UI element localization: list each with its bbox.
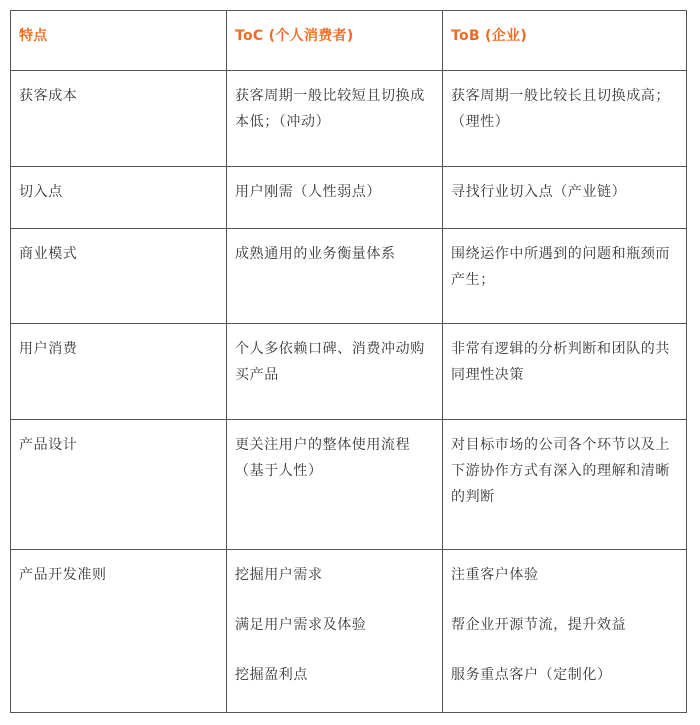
tob-cell: 获客周期一般比较长且切换成高；（理性）	[443, 71, 687, 167]
toc-cell: 成熟通用的业务衡量体系	[227, 229, 443, 324]
header-tob: ToB (企业)	[443, 11, 687, 71]
row-feature-cell: 用户消费	[11, 324, 227, 420]
tob-cell: 非常有逻辑的分析判断和团队的共同理性决策	[443, 324, 687, 420]
toc-cell: 个人多依赖口碑、消费冲动购买产品	[227, 324, 443, 420]
table-row	[11, 550, 687, 713]
toc-cell: 获客周期一般比较短且切换成本低；（冲动）	[227, 71, 443, 167]
header-feature: 特点	[11, 11, 227, 71]
tob-principle-item: 服务重点客户（定制化）	[451, 667, 612, 683]
table-row	[11, 420, 687, 550]
toc-cell: 更关注用户的整体使用流程（基于人性）	[227, 420, 443, 550]
row-feature-cell: 获客成本	[11, 71, 227, 167]
row-feature-cell: 商业模式	[11, 229, 227, 324]
tob-cell: 围绕运作中所遇到的问题和瓶颈而产生；	[443, 229, 687, 324]
tob-principle-item: 帮企业开源节流，提升效益	[451, 617, 627, 633]
table-row	[11, 71, 687, 167]
row-feature-cell: 切入点	[11, 167, 227, 229]
toc-cell: 用户刚需（人性弱点）	[227, 167, 443, 229]
tob-principle-item: 注重客户体验	[451, 567, 539, 583]
table-header-row	[11, 11, 687, 71]
tob-cell: 对目标市场的公司各个环节以及上下游协作方式有深入的理解和清晰的判断	[443, 420, 687, 550]
comparison-table	[10, 10, 687, 713]
table-row	[11, 167, 687, 229]
toc-principle-item: 满足用户需求及体验	[235, 617, 367, 633]
toc-principle-item: 挖掘盈利点	[235, 667, 308, 683]
toc-cell	[227, 550, 443, 713]
row-feature-cell: 产品开发准则	[11, 550, 227, 713]
toc-principle-item: 挖掘用户需求	[235, 567, 323, 583]
tob-cell	[443, 550, 687, 713]
tob-cell: 寻找行业切入点（产业链）	[443, 167, 687, 229]
table-row	[11, 229, 687, 324]
row-feature-cell: 产品设计	[11, 420, 227, 550]
header-toc: ToC (个人消费者)	[227, 11, 443, 71]
table-row	[11, 324, 687, 420]
